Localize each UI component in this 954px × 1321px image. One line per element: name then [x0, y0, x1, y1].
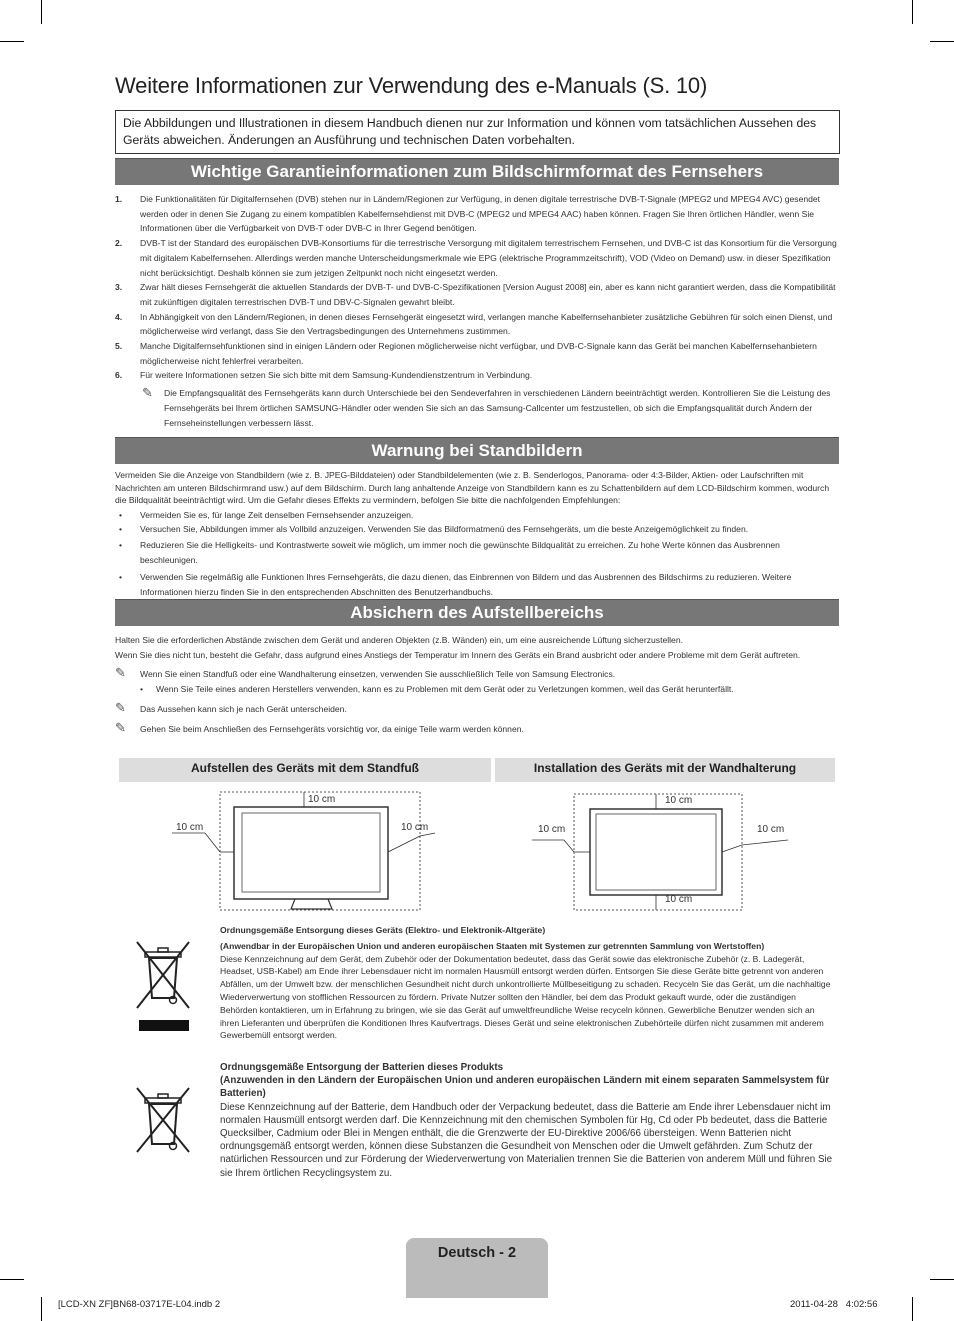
clearance-top-label: 10 cm: [308, 794, 336, 805]
clearance-left-label: 10 cm: [176, 822, 204, 833]
crop-mark: [912, 0, 913, 24]
note-text: Das Aussehen kann sich je nach Gerät unterscheiden.: [140, 704, 347, 714]
install-wall-header: Installation des Geräts mit der Wandhalterung: [495, 758, 835, 782]
install-note: [115, 667, 837, 682]
pencil-note-icon: ✎: [142, 385, 153, 401]
pencil-note-icon: ✎: [115, 720, 126, 735]
section-heading-still-images: Warnung bei Standbildern: [115, 437, 839, 464]
item-number: 3.: [115, 282, 123, 293]
list-item: [115, 236, 837, 280]
list-item: [115, 570, 837, 600]
footer-file-info: [LCD-XN ZF]BN68-03717E-L04.indb 2: [58, 1299, 221, 1310]
note-text: Gehen Sie beim Anschließen des Fernsehgeräts vorsichtig vor, da einige Teile warm werden können.: [140, 724, 524, 734]
bullet-icon: •: [119, 539, 123, 550]
warranty-list: [115, 192, 837, 430]
note-text: Wenn Sie einen Standfuß oder eine Wandhalterung einsetzen, verwenden Sie ausschließlich Teile von Samsung Electronics.: [140, 669, 616, 679]
stand-clearance-diagram: [170, 788, 460, 914]
battery-disposal-subtitle: (Anzuwenden in den Ländern der Europäischen Union und anderen europäischen Ländern mit einem separaten Sammelsystem für Batterien): [220, 1075, 830, 1100]
notice-box: Die Abbildungen und Illustrationen in diesem Handbuch dienen nur zur Information und können vom tatsächlichen Aussehen des Geräts abweichen. Änderungen an Ausführung und technischen Daten vorbehalten.: [115, 110, 840, 154]
page-number-label: Deutsch - 2: [437, 1245, 517, 1261]
bullet-text: Versuchen Sie, Abbildungen immer als Vollbild anzuzeigen. Verwenden Sie das Bildformatmenü des Fernsehgeräts, um die beste Anzeigemöglichkeit zu finden.: [140, 524, 749, 535]
list-item: [115, 538, 837, 568]
device-disposal-block: [220, 924, 835, 1042]
battery-disposal-block: [220, 1061, 835, 1180]
crop-mark: [930, 1279, 954, 1280]
bullet-text: Verwenden Sie regelmäßig alle Funktionen Ihres Fernsehgeräts, die dazu dienen, das Einbrennen von Bildern und das Ausbrennen des Bildschirms zu reduzieren. Weitere Informationen hierzu finden Sie in den entsprechenden Abschnitten des Benutzerhandbuchs.: [140, 571, 792, 597]
clearance-left-label: 10 cm: [538, 824, 566, 835]
crossed-out-wheelie-bin-icon: [133, 938, 193, 1034]
pencil-note-icon: ✎: [115, 665, 126, 680]
install-stand-header: Aufstellen des Geräts mit dem Standfuß: [119, 758, 491, 782]
item-text: Die Funktionalitäten für Digitalfernsehen (DVB) stehen nur in Ländern/Regionen zur Verfügung, in denen digitale terrestrische DVB-T-Signale (MPEG2 und MPEG4 AVC) gesendet werden oder in denen Sie Zugang zu einem kompatiblen Kabelfernsehdienst mit DVB-C (MPEG2 und MPEG4 AAC) haben können. Fragen Sie Ihren örtlichen Händler, wenn Sie Informationen über die Verfügbarkeit von DVB-T oder DVB-C in Ihrer Gegend benötigen.: [140, 194, 821, 234]
device-disposal-title: Ordnungsgemäße Entsorgung dieses Geräts (Elektro- und Elektronik-Altgeräte): [220, 925, 546, 935]
bullet-text: Reduzieren Sie die Helligkeits- und Kontrastwerte soweit wie möglich, um immer noch die gewünschte Bildqualität zu erreichen. Zu hohe Werte können das Ausbrennen beschleunigen.: [140, 539, 780, 565]
bullet-text: Vermeiden Sie es, für lange Zeit denselben Fernsehsender anzuzeigen.: [140, 509, 414, 520]
footer-timestamp: 2011-04-28 4:02:56: [790, 1299, 878, 1310]
list-item: [115, 509, 837, 522]
wall-clearance-diagram: [530, 790, 790, 914]
crop-mark: [0, 41, 24, 42]
section-heading-warranty: Wichtige Garantieinformationen zum Bildschirmformat des Fernsehers: [115, 158, 839, 185]
item-text: Zwar hält dieses Fernsehgerät die aktuellen Standards der DVB-T- und DVB-C-Spezifikationen [Version August 2008] ein, aber es kann nicht garantiert werden, dass die Kompatibilität mit zukünftigen digitalen terrestrischen DVB-T und DBV-C-Signalen gewahrt bleibt.: [140, 282, 836, 307]
installation-para: Wenn Sie dies nicht tun, besteht die Gefahr, dass aufgrund eines Anstiegs der Temperatur im Innern des Geräts ein Brand ausbricht oder andere Probleme mit dem Gerät auftreten.: [115, 650, 801, 660]
clearance-top-label: 10 cm: [665, 795, 693, 806]
clearance-right-label: 10 cm: [757, 824, 785, 835]
list-item: [115, 339, 837, 368]
list-item: [115, 310, 837, 339]
clearance-bottom-label: 10 cm: [665, 894, 693, 905]
item-number: 6.: [115, 370, 123, 381]
list-item: [115, 192, 837, 236]
item-text: Für weitere Informationen setzen Sie sich bitte mit dem Samsung-Kundendienstzentrum in Verbindung.: [140, 370, 533, 381]
crop-mark: [41, 0, 42, 24]
item-number: 1.: [115, 194, 123, 204]
reception-note: [115, 386, 837, 430]
installation-para: Halten Sie die erforderlichen Abstände zwischen dem Gerät und anderen Objekten (z.B. Wänden) ein, um eine ausreichende Lüftung sicherzustellen.: [115, 635, 683, 645]
list-item: [115, 682, 837, 697]
item-number: 4.: [115, 311, 123, 322]
bullet-icon: •: [119, 509, 123, 520]
still-images-section: [115, 469, 837, 600]
item-number: 5.: [115, 341, 123, 352]
battery-disposal-text: Diese Kennzeichnung auf der Batterie, dem Handbuch oder der Verpackung bedeutet, dass die Batterie am Ende ihrer Lebensdauer nicht im normalen Hausmüll entsorgt werden darf. Die Kennzeichnung mit den chemischen Symbolen für Hg, Cd oder Pb bedeutet, dass die Batterie Quecksilber, Cadmium oder Blei in Mengen enthält, die die Grenzwerte der EU-Direktive 2006/66 übersteigen. Wenn Batterien nicht ordnungsgemäß entsorgt werden, können diese Substanzen die Gesundheit von Menschen oder die Umwelt gefährden. Zum Schutz der natürlichen Ressourcen und zur Förderung der Wiederverwertung von Materialien trennen Sie die Batterien von anderem Müll und führen Sie sie Ihrem örtlichen Recyclingsystem zu.: [220, 1101, 833, 1179]
note-text: Wenn Sie Teile eines anderen Herstellers verwenden, kann es zu Problemen mit dem Gerät oder zu Verletzungen kommen, weil das Gerät herunterfällt.: [156, 684, 734, 694]
section-heading-installation-area: Absichern des Aufstellbereichs: [115, 599, 839, 626]
still-images-intro: Vermeiden Sie die Anzeige von Standbildern (wie z. B. JPEG-Bilddateien) oder Standbildelementen (wie z. B. Senderlogos, Panorama- oder 4:3-Bilder, Aktien- oder Laufschriften mit Nachrichten am unteren Bildschirmrand usw.) auf dem Bildschirm. Durch lang anhaltende Anzeige von Standbildern kann es zu Schattenbildern auf dem LCD-Bildschirm kommen, wodurch die Bildqualität beeinträchtigt wird. Um die Gefahr dieses Effekts zu vermindern, befolgen Sie bitte die nachfolgenden Empfehlungen:: [115, 470, 830, 506]
page-title: Weitere Informationen zur Verwendung des e-Manuals (S. 10): [115, 73, 708, 98]
crop-mark: [930, 41, 954, 42]
crop-mark: [0, 1279, 24, 1280]
item-text: In Abhängigkeit von den Ländern/Regionen, in denen dieses Fernsehgerät eingesetzt wird, verlangen manche Kabelfernsehanbieter zusätzliche Gebühren für solch einen Dienst, und möglicherweise wird verlangt, dass Sie den Vertragsbedingungen des Unternehmens zustimmen.: [140, 311, 833, 337]
list-item: [115, 280, 837, 309]
item-number: 2.: [115, 238, 123, 249]
device-disposal-text: Diese Kennzeichnung auf dem Gerät, dem Zubehör oder der Dokumentation bedeutet, dass das Gerät sowie das elektronische Zubehör (z. B. Ladegerät, Headset, USB-Kabel) am Ende ihrer Lebensdauer nicht im normalen Hausmüll entsorgt werden dürfen. Entsorgen Sie diese Geräte bitte getrennt von anderen Abfällen, um der Umwelt bzw. der menschlichen Gesundheit nicht durch unkontrollierte Müllbeseitigung zu schaden. Recyceln Sie das Gerät, um die nachhaltige Wiederverwertung von stofflichen Ressourcen zu fördern. Private Nutzer sollten den Händler, bei dem das Produkt gekauft wurde, oder die zuständigen Behörden kontaktieren, um in Erfahrung zu bringen, wie sie das Gerät auf umweltfreundliche Weise recyceln können. Gewerbliche Benutzer wenden sich an ihren Lieferanten und überprüfen die Konditionen Ihres Kaufvertrags. Dieses Gerät und seine elektronischen Zubehörteile dürfen nicht zusammen mit anderem Gewerbemüll entsorgt werden.: [220, 953, 831, 1041]
note-text: Die Empfangsqualität des Fernsehgeräts kann durch Unterschiede bei den Sendeverfahren in verschiedenen Ländern beeinträchtigt werden. Kontrollieren Sie die Leistung des Fernsehgeräts bei Ihrem örtlichen SAMSUNG-Händler oder wenden Sie sich an das Samsung-Callcenter um festzustellen, ob sich die Empfangsqualität durch Ändern der Fernseheinstellungen verbessern lässt.: [164, 388, 831, 428]
clearance-right-label: 10 cm: [401, 822, 429, 833]
list-item: [115, 368, 837, 383]
crop-mark: [912, 1297, 913, 1321]
item-text: DVB-T ist der Standard des europäischen DVB-Konsortiums für die terrestrische Versorgung mit digitalem terrestrischem Fernsehen, und DVB-C ist das Konsortium für die Versorgung mit digitalem Kabelfernsehen. Allerdings werden manche Unterscheidungsmerkmale wie EPG (elektrische Programmzeitschrift), VOD (Video on Demand) usw. in dieser Spezifikation nicht berücksichtigt. Deshalb können sie zum jetzigen Zeitpunkt noch nicht eingesetzt werden.: [140, 238, 837, 278]
bullet-icon: •: [140, 684, 144, 694]
crossed-out-wheelie-bin-icon: [133, 1084, 193, 1156]
install-note: [115, 702, 837, 717]
device-disposal-subtitle: (Anwendbar in der Europäischen Union und anderen europäischen Staaten mit Systemen zur getrennten Sammlung von Wertstoffen): [220, 940, 765, 951]
bullet-icon: •: [119, 571, 123, 582]
pencil-note-icon: ✎: [115, 700, 126, 715]
bullet-icon: •: [119, 524, 123, 535]
installation-area-section: [115, 633, 837, 737]
item-text: Manche Digitalfernsehfunktionen sind in einigen Ländern oder Regionen möglicherweise nicht verfügbar, und DVB-C-Signale kann das Gerät bei manchen Kabelfernsehanbietern möglicherweise nicht fehlerfrei verarbeiten.: [140, 341, 817, 366]
battery-disposal-title: Ordnungsgemäße Entsorgung der Batterien dieses Produkts: [220, 1062, 504, 1073]
list-item: [115, 523, 837, 536]
crop-mark: [41, 1297, 42, 1321]
install-note: [115, 722, 837, 737]
